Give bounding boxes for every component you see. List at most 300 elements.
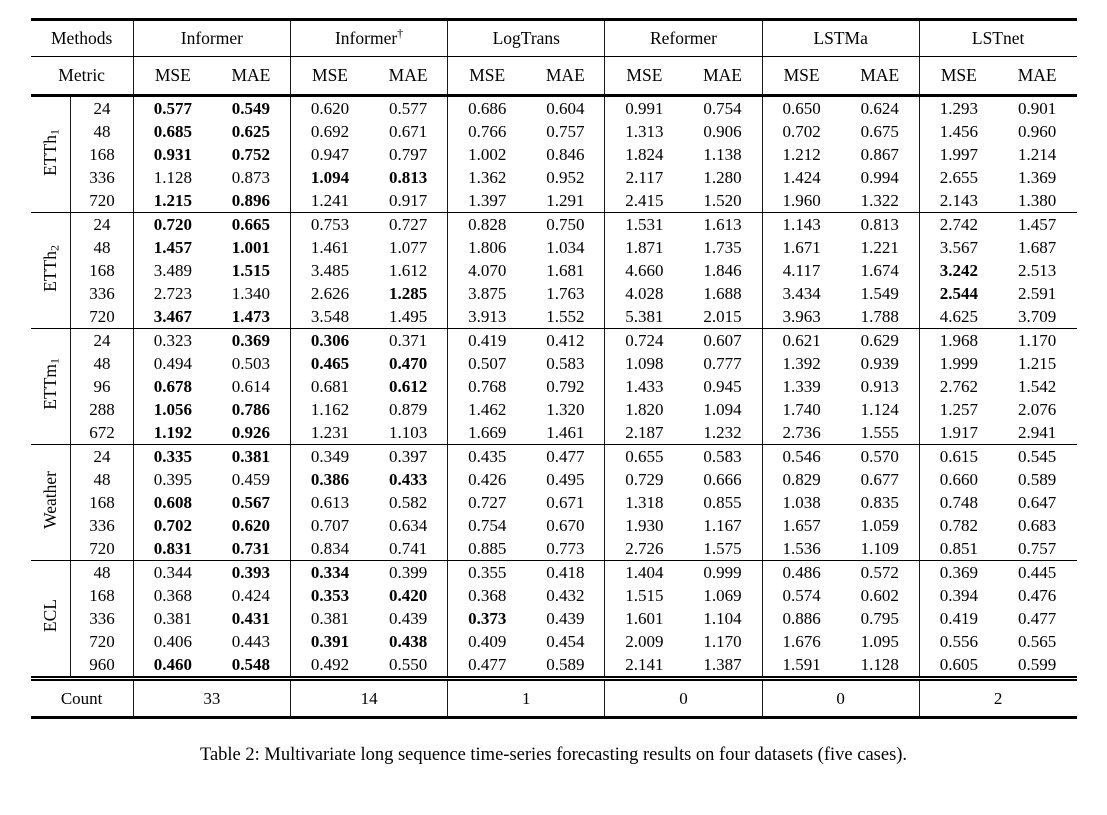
value-cell: 0.381 [310, 609, 350, 628]
value-cell: 1.232 [683, 421, 762, 445]
value-cell: 0.795 [841, 607, 920, 630]
value-cell: 0.917 [369, 189, 448, 213]
value-cell: 1.846 [683, 259, 762, 282]
value-cell: 0.634 [369, 514, 448, 537]
value-cell: 1.034 [526, 236, 605, 259]
value-cell: 1.214 [1018, 145, 1057, 164]
value-cell: 0.507 [468, 354, 507, 373]
value-cell: 1.167 [683, 514, 762, 537]
value-cell: 0.369 [212, 329, 291, 353]
value-cell: 1.340 [212, 282, 291, 305]
metric-header-row [31, 57, 1077, 96]
value-cell: 0.435 [468, 447, 507, 466]
table-row [31, 491, 1077, 514]
value-cell: 0.727 [369, 213, 448, 237]
value-cell: 0.753 [310, 215, 350, 234]
dataset-label-weather: Weather [31, 445, 71, 561]
value-cell: 0.702 [782, 122, 821, 141]
value-cell: 1.162 [310, 400, 350, 419]
table-row [31, 398, 1077, 421]
horizon-cell: 168 [71, 259, 133, 282]
value-cell: 0.782 [939, 516, 978, 535]
value-cell: 2.009 [625, 632, 664, 651]
method-name: Informer [334, 28, 398, 48]
value-cell: 0.353 [310, 586, 350, 605]
value-cell: 0.344 [153, 563, 192, 582]
value-cell: 2.015 [683, 305, 762, 329]
value-cell: 0.565 [1018, 632, 1057, 651]
value-cell: 0.460 [133, 653, 212, 679]
dataset-label-etth1: ETTh$_1$ [31, 96, 71, 213]
value-cell: 0.757 [998, 537, 1077, 561]
value-cell: 0.829 [782, 470, 821, 489]
value-cell: 0.613 [310, 493, 350, 512]
value-cell: 0.589 [526, 653, 605, 679]
value-cell: 2.117 [625, 168, 664, 187]
value-cell: 2.143 [919, 189, 998, 213]
value-cell: 1.215 [1018, 354, 1057, 373]
value-cell: 1.339 [782, 377, 821, 396]
value-cell: 0.589 [1018, 470, 1057, 489]
value-cell: 0.439 [526, 607, 605, 630]
value-cell: 1.997 [939, 145, 978, 164]
value-cell: 2.723 [153, 284, 192, 303]
value-cell: 0.386 [310, 470, 350, 489]
method-header-logtrans [448, 20, 605, 57]
value-cell: 0.655 [625, 447, 664, 466]
table-row [31, 329, 1077, 353]
value-cell: 1.318 [625, 493, 664, 512]
value-cell: 0.846 [526, 143, 605, 166]
value-cell: 1.103 [369, 421, 448, 445]
value-cell: 2.415 [605, 189, 684, 213]
value-cell: 2.141 [605, 653, 684, 679]
value-cell: 1.591 [762, 653, 841, 679]
value-cell: 1.515 [212, 259, 291, 282]
value-cell: 1.687 [1018, 238, 1057, 257]
value-cell: 0.577 [153, 99, 192, 118]
value-cell: 3.548 [290, 305, 369, 329]
value-cell: 0.439 [369, 607, 448, 630]
value-cell: 2.742 [939, 215, 978, 234]
value-cell: 0.947 [310, 145, 350, 164]
table-row [31, 282, 1077, 305]
method-header-informer-dagger [290, 20, 447, 57]
value-cell: 0.395 [153, 470, 192, 489]
value-cell: 1.397 [448, 189, 527, 213]
value-cell: 0.939 [841, 352, 920, 375]
method-header-lstma [762, 20, 919, 57]
value-cell: 1.322 [841, 189, 920, 213]
results-table [31, 18, 1077, 719]
value-cell: 1.917 [919, 421, 998, 445]
value-cell: 0.879 [369, 398, 448, 421]
value-cell: 1.104 [683, 607, 762, 630]
metric-header-label: Metric [31, 57, 134, 96]
value-cell: 0.477 [448, 653, 527, 679]
value-cell: 0.409 [468, 632, 507, 651]
value-cell: 0.334 [310, 563, 350, 582]
method-header-reformer [605, 20, 762, 57]
value-cell: 0.926 [212, 421, 291, 445]
count-label: Count [31, 679, 134, 718]
horizon-cell: 720 [71, 305, 133, 329]
value-cell: 0.678 [153, 377, 192, 396]
value-cell: 1.456 [939, 122, 978, 141]
table-row [31, 259, 1077, 282]
methods-header-label: Methods [31, 20, 134, 57]
table-row [31, 630, 1077, 653]
value-cell: 1.536 [762, 537, 841, 561]
value-cell: 0.828 [468, 215, 507, 234]
method-name: LSTMa [813, 28, 868, 48]
value-cell: 0.683 [1018, 516, 1057, 535]
table-row [31, 468, 1077, 491]
value-cell: 0.615 [939, 447, 978, 466]
value-cell: 0.431 [212, 607, 291, 630]
value-cell: 0.931 [153, 145, 192, 164]
value-cell: 0.831 [133, 537, 212, 561]
value-cell: 1.601 [625, 609, 664, 628]
value-cell: 1.392 [782, 354, 821, 373]
value-cell: 3.467 [133, 305, 212, 329]
value-cell: 0.454 [526, 630, 605, 653]
value-cell: 3.567 [939, 238, 978, 257]
value-cell: 0.991 [625, 99, 664, 118]
value-cell: 0.855 [683, 491, 762, 514]
value-cell: 0.906 [683, 120, 762, 143]
value-cell: 0.432 [526, 584, 605, 607]
value-cell: 3.489 [153, 261, 192, 280]
table-row [31, 445, 1077, 469]
value-cell: 1.473 [212, 305, 291, 329]
value-cell: 1.369 [1018, 168, 1057, 187]
value-cell: 1.387 [683, 653, 762, 679]
value-cell: 0.666 [683, 468, 762, 491]
value-cell: 1.291 [526, 189, 605, 213]
value-cell: 0.546 [782, 447, 821, 466]
value-cell: 1.999 [939, 354, 978, 373]
value-cell: 0.306 [310, 331, 350, 350]
value-cell: 1.293 [939, 99, 978, 118]
value-cell: 1.143 [782, 215, 821, 234]
value-cell: 0.608 [153, 493, 192, 512]
horizon-cell: 24 [71, 213, 133, 237]
value-cell: 1.763 [526, 282, 605, 305]
value-cell: 2.626 [310, 284, 350, 303]
value-cell: 0.686 [468, 99, 507, 118]
value-cell: 0.620 [212, 514, 291, 537]
value-cell: 0.885 [448, 537, 527, 561]
value-cell: 0.419 [468, 331, 507, 350]
value-cell: 0.873 [212, 166, 291, 189]
value-cell: 0.373 [468, 609, 507, 628]
value-cell: 0.572 [841, 561, 920, 585]
count-value: 14 [290, 679, 447, 718]
value-cell: 1.404 [625, 563, 664, 582]
value-cell: 1.095 [841, 630, 920, 653]
method-name: Reformer [649, 28, 717, 48]
value-cell: 3.709 [998, 305, 1077, 329]
metric-mae: MAE [369, 57, 448, 96]
value-cell: 0.792 [526, 375, 605, 398]
value-cell: 1.056 [153, 400, 192, 419]
value-cell: 0.335 [153, 447, 192, 466]
value-cell: 0.604 [526, 96, 605, 121]
value-cell: 3.963 [762, 305, 841, 329]
value-cell: 0.901 [1018, 99, 1057, 118]
horizon-cell: 24 [71, 445, 133, 469]
value-cell: 1.515 [625, 586, 664, 605]
value-cell: 0.599 [998, 653, 1077, 679]
value-cell: 2.513 [1018, 261, 1057, 280]
value-cell: 0.813 [369, 166, 448, 189]
value-cell: 1.231 [290, 421, 369, 445]
value-cell: 1.001 [212, 236, 291, 259]
value-cell: 1.313 [625, 122, 664, 141]
value-cell: 0.602 [841, 584, 920, 607]
horizon-cell: 336 [71, 282, 133, 305]
table-row [31, 537, 1077, 561]
metric-mse: MSE [290, 57, 369, 96]
horizon-cell: 48 [71, 561, 133, 585]
value-cell: 0.445 [1018, 563, 1057, 582]
value-cell: 0.670 [526, 514, 605, 537]
table-row [31, 143, 1077, 166]
value-cell: 1.555 [841, 421, 920, 445]
method-name: LogTrans [492, 28, 560, 48]
value-cell: 0.671 [369, 120, 448, 143]
value-cell: 0.786 [212, 398, 291, 421]
horizon-cell: 720 [71, 537, 133, 561]
value-cell: 2.736 [762, 421, 841, 445]
value-cell: 1.871 [625, 238, 664, 257]
table-row [31, 653, 1077, 679]
horizon-cell: 24 [71, 329, 133, 353]
value-cell: 0.605 [919, 653, 998, 679]
horizon-cell: 336 [71, 166, 133, 189]
value-cell: 1.531 [625, 215, 664, 234]
value-cell: 0.896 [212, 189, 291, 213]
value-cell: 1.461 [526, 421, 605, 445]
value-cell: 1.215 [133, 189, 212, 213]
horizon-cell: 168 [71, 584, 133, 607]
table-caption: Table 2: Multivariate long sequence time-series forecasting results on four datasets (five cases). [199, 745, 908, 765]
value-cell: 0.368 [153, 586, 192, 605]
value-cell: 1.462 [468, 400, 507, 419]
value-cell: 0.660 [939, 470, 978, 489]
horizon-cell: 960 [71, 653, 133, 679]
value-cell: 0.438 [369, 630, 448, 653]
value-cell: 0.433 [369, 468, 448, 491]
value-cell: 0.486 [782, 563, 821, 582]
value-cell: 0.754 [468, 516, 507, 535]
table-row [31, 421, 1077, 445]
table-body [31, 96, 1077, 679]
value-cell: 1.192 [133, 421, 212, 445]
table-row [31, 607, 1077, 630]
value-cell: 1.424 [782, 168, 821, 187]
table-row [31, 352, 1077, 375]
value-cell: 0.766 [468, 122, 507, 141]
value-cell: 0.624 [841, 96, 920, 121]
count-value: 1 [448, 679, 605, 718]
value-cell: 0.420 [369, 584, 448, 607]
value-cell: 0.443 [212, 630, 291, 653]
value-cell: 3.485 [310, 261, 350, 280]
value-cell: 0.548 [212, 653, 291, 679]
value-cell: 0.476 [1018, 586, 1057, 605]
value-cell: 2.726 [605, 537, 684, 561]
value-cell: 0.913 [841, 375, 920, 398]
horizon-cell: 48 [71, 120, 133, 143]
metric-mse: MSE [605, 57, 684, 96]
methods-header-row [31, 20, 1077, 57]
value-cell: 0.851 [919, 537, 998, 561]
value-cell: 1.170 [1018, 331, 1057, 350]
value-cell: 0.752 [212, 143, 291, 166]
value-cell: 0.629 [841, 329, 920, 353]
value-cell: 0.707 [310, 516, 350, 535]
value-cell: 1.457 [1018, 215, 1057, 234]
value-cell: 0.777 [683, 352, 762, 375]
value-cell: 0.368 [468, 586, 507, 605]
value-cell: 0.952 [526, 166, 605, 189]
value-cell: 0.647 [1018, 493, 1057, 512]
value-cell: 0.607 [683, 329, 762, 353]
value-cell: 0.671 [526, 491, 605, 514]
value-cell: 1.676 [782, 632, 821, 651]
table-row [31, 305, 1077, 329]
value-cell: 5.381 [605, 305, 684, 329]
value-cell: 0.886 [782, 609, 821, 628]
value-cell: 0.549 [212, 96, 291, 121]
value-cell: 1.657 [782, 516, 821, 535]
value-cell: 0.545 [1018, 447, 1057, 466]
table-row [31, 236, 1077, 259]
value-cell: 4.117 [782, 261, 821, 280]
value-cell: 1.674 [841, 259, 920, 282]
count-value: 0 [762, 679, 919, 718]
value-cell: 1.380 [998, 189, 1077, 213]
value-cell: 1.740 [782, 400, 821, 419]
value-cell: 0.999 [683, 561, 762, 585]
count-row [31, 679, 1077, 718]
value-cell: 0.724 [625, 331, 664, 350]
table-row [31, 561, 1077, 585]
value-cell: 1.138 [683, 143, 762, 166]
value-cell: 0.583 [683, 445, 762, 469]
value-cell: 1.002 [468, 145, 507, 164]
value-cell: 1.038 [782, 493, 821, 512]
value-cell: 0.577 [369, 96, 448, 121]
value-cell: 0.748 [939, 493, 978, 512]
method-header-informer [133, 20, 290, 57]
value-cell: 0.495 [526, 468, 605, 491]
count-value: 33 [133, 679, 290, 718]
value-cell: 2.591 [1018, 284, 1057, 303]
value-cell: 1.212 [782, 145, 821, 164]
value-cell: 1.094 [310, 168, 350, 187]
value-cell: 1.221 [841, 236, 920, 259]
value-cell: 0.492 [290, 653, 369, 679]
value-cell: 1.069 [683, 584, 762, 607]
value-cell: 0.570 [841, 445, 920, 469]
value-cell: 0.397 [369, 445, 448, 469]
table-row [31, 584, 1077, 607]
value-cell: 1.788 [841, 305, 920, 329]
value-cell: 1.285 [369, 282, 448, 305]
value-cell: 0.677 [841, 468, 920, 491]
dataset-label-etth2: ETTh$_2$ [31, 213, 71, 329]
value-cell: 1.170 [683, 630, 762, 653]
value-cell: 0.574 [782, 586, 821, 605]
horizon-cell: 720 [71, 189, 133, 213]
value-cell: 0.665 [212, 213, 291, 237]
value-cell: 0.582 [369, 491, 448, 514]
value-cell: 1.098 [625, 354, 664, 373]
count-value: 0 [605, 679, 762, 718]
value-cell: 1.457 [153, 238, 192, 257]
horizon-cell: 336 [71, 514, 133, 537]
metric-mse: MSE [762, 57, 841, 96]
value-cell: 1.681 [526, 259, 605, 282]
value-cell: 1.612 [369, 259, 448, 282]
value-cell: 4.660 [625, 261, 664, 280]
value-cell: 0.727 [468, 493, 507, 512]
value-cell: 0.418 [526, 561, 605, 585]
value-cell: 0.371 [369, 329, 448, 353]
value-cell: 4.625 [919, 305, 998, 329]
value-cell: 2.076 [1018, 400, 1057, 419]
value-cell: 1.433 [625, 377, 664, 396]
value-cell: 3.913 [448, 305, 527, 329]
value-cell: 0.994 [841, 166, 920, 189]
value-cell: 1.124 [841, 398, 920, 421]
value-cell: 0.424 [212, 584, 291, 607]
value-cell: 0.419 [939, 609, 978, 628]
value-cell: 0.650 [782, 99, 821, 118]
value-cell: 1.930 [625, 516, 664, 535]
value-cell: 0.459 [212, 468, 291, 491]
value-cell: 0.773 [526, 537, 605, 561]
horizon-cell: 168 [71, 491, 133, 514]
value-cell: 1.241 [290, 189, 369, 213]
value-cell: 1.109 [841, 537, 920, 561]
table-row [31, 120, 1077, 143]
metric-mae: MAE [841, 57, 920, 96]
value-cell: 0.681 [310, 377, 350, 396]
value-cell: 0.620 [310, 99, 350, 118]
value-cell: 0.960 [1018, 122, 1057, 141]
value-cell: 0.391 [310, 632, 350, 651]
value-cell: 0.550 [369, 653, 448, 679]
metric-mse: MSE [133, 57, 212, 96]
value-cell: 2.762 [939, 377, 978, 396]
value-cell: 1.575 [683, 537, 762, 561]
value-cell: 0.567 [212, 491, 291, 514]
value-cell: 1.968 [939, 331, 978, 350]
metric-mae: MAE [998, 57, 1077, 96]
value-cell: 1.128 [841, 653, 920, 679]
value-cell: 1.671 [782, 238, 821, 257]
value-cell: 0.675 [841, 120, 920, 143]
value-cell: 0.757 [526, 120, 605, 143]
value-cell: 1.542 [1018, 377, 1057, 396]
value-cell: 0.412 [526, 329, 605, 353]
value-cell: 4.070 [468, 261, 507, 280]
value-cell: 1.320 [526, 398, 605, 421]
